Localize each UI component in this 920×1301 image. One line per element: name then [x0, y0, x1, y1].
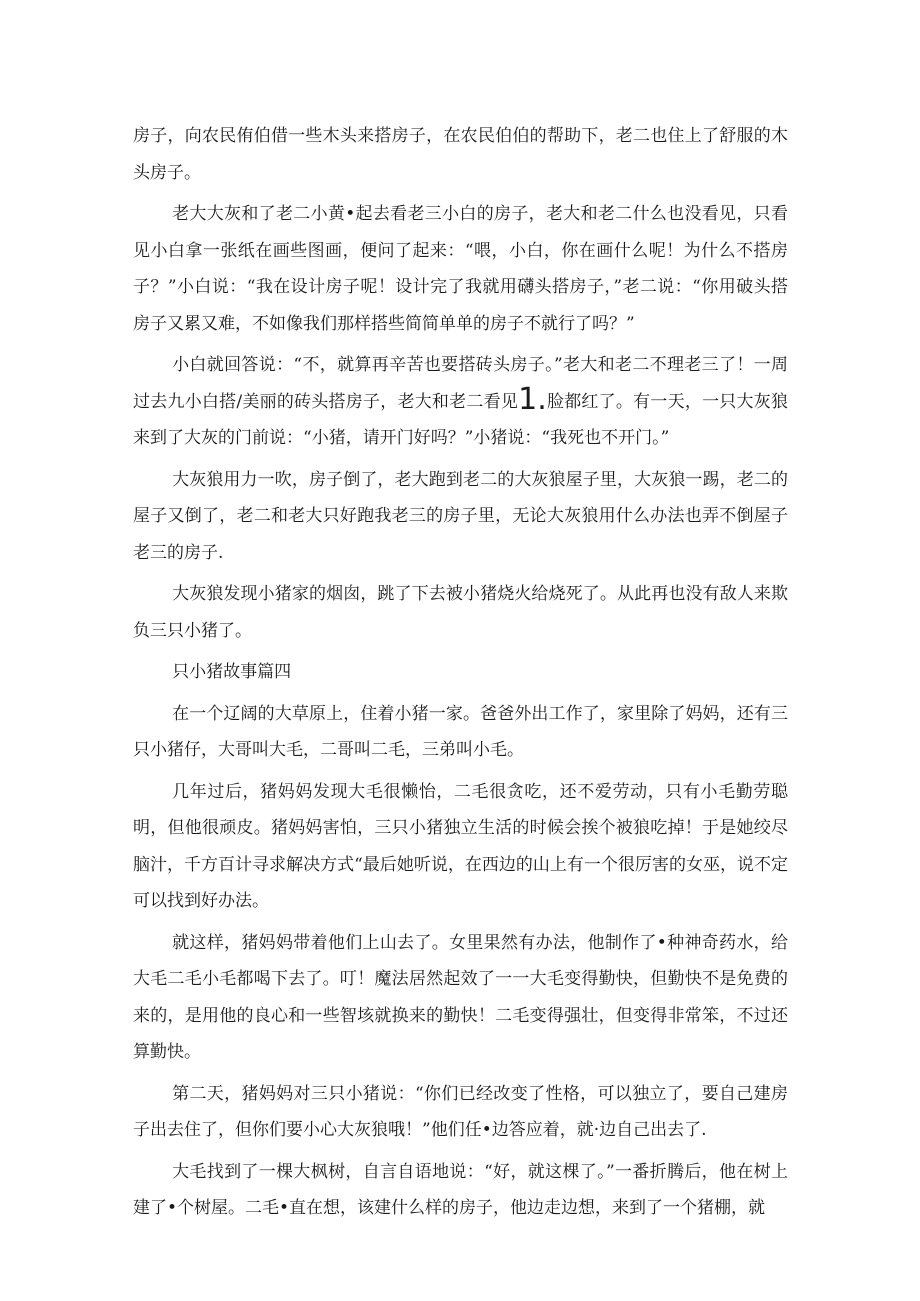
paragraph-text: 脸都红了。有一天，一只大灰狼来到了大灰的门前说：“小猪，请开门好吗？”小猪说：“我死也不开门。”: [133, 391, 789, 448]
paragraph: [133, 347, 788, 457]
paragraph: 大灰狼用力一吹，房子倒了，老大跑到老二的大灰狼屋子里，大灰狼一踢，老二的屋子又倒了，老二和老大只好跑我老三的房子里，无论大灰狼用什么办法也弄不倒屋子老三的房子.: [133, 469, 788, 563]
section-heading: 只小猪故事篇四: [172, 662, 292, 682]
paragraph: 几年过后，猪妈妈发现大毛很懒怡，二毛很贪吃，还不爱劳动，只有小毛勤劳聪明，但他很顽皮。猪妈妈害怕，三只小猪独立生活的时候会挨个被狼吃掉！于是她绞尽脑汁，千方百计寻求解决方式“最后她听说，在西边的山上有一个很厉害的女巫，说不定可以找到好办法。: [133, 781, 788, 911]
large-numeral: 1.: [518, 381, 547, 417]
paragraph: 就这样，猪妈妈带着他们上山去了。女里果然有办法，他制作了•种神奇药水，给大毛二毛小毛都喝下去了。叮！魔法居然起效了一一大毛变得勤快，但勤快不是免费的来的，是用他的良心和一些智垓就换来的勤快！二毛变得强壮，但变得非常笨，不过还算勤快。: [133, 932, 788, 1062]
document-body: [133, 118, 788, 1232]
paragraph: 在一个辽阔的大草原上，住着小猪一家。爸爸外出工作了，家里除了妈妈，还有三只小猪仔，大哥叫大毛，二哥叫二毛，三弟叫小毛。: [133, 703, 788, 760]
paragraph-text: 小白就回答说：“不，就算再辛苦也要搭砖头房子。”老大和老二不理老三了！一周过去九小白搭/美丽的砖头搭房子，老大和老二看见: [133, 355, 788, 412]
paragraph: 房子，向农民侑伯借一些木头来搭房子，在农民伯伯的帮助下，老二也住上了舒服的木头房子。: [133, 126, 788, 183]
paragraph: 大灰狼发现小猪家的烟囱，跳了下去被小猪烧火给烧死了。从此再也没有敌人来欺负三只小猪了。: [133, 584, 788, 641]
paragraph: 大毛找到了一棵大枫树，自言自语地说：“好，就这棵了。”一番折腾后，他在树上建了•个树屋。二毛•直在想，该建什么样的房子，他边走边想，来到了一个猪棚，就: [133, 1161, 788, 1218]
paragraph: 老大大灰和了老二小黄•起去看老三小白的房子，老大和老二什么也没看见，只看见小白拿一张纸在画些图画，便问了起来：“喂，小白，你在画什么呢！为什么不搭房子？”小白说：“我在设计房子呢！设计完了我就用礴头搭房子，”老二说：“你用破头搭房子又累又难，不如像我们那样搭些简简单单的房子不就行了吗？”: [133, 204, 788, 334]
paragraph: 第二天，猪妈妈对三只小猪说：“你们已经改变了性格，可以独立了，要自己建房子出去住了，但你们要小心大灰狼哦！”他们任•边答应着，就·边自己出去了.: [133, 1083, 788, 1140]
